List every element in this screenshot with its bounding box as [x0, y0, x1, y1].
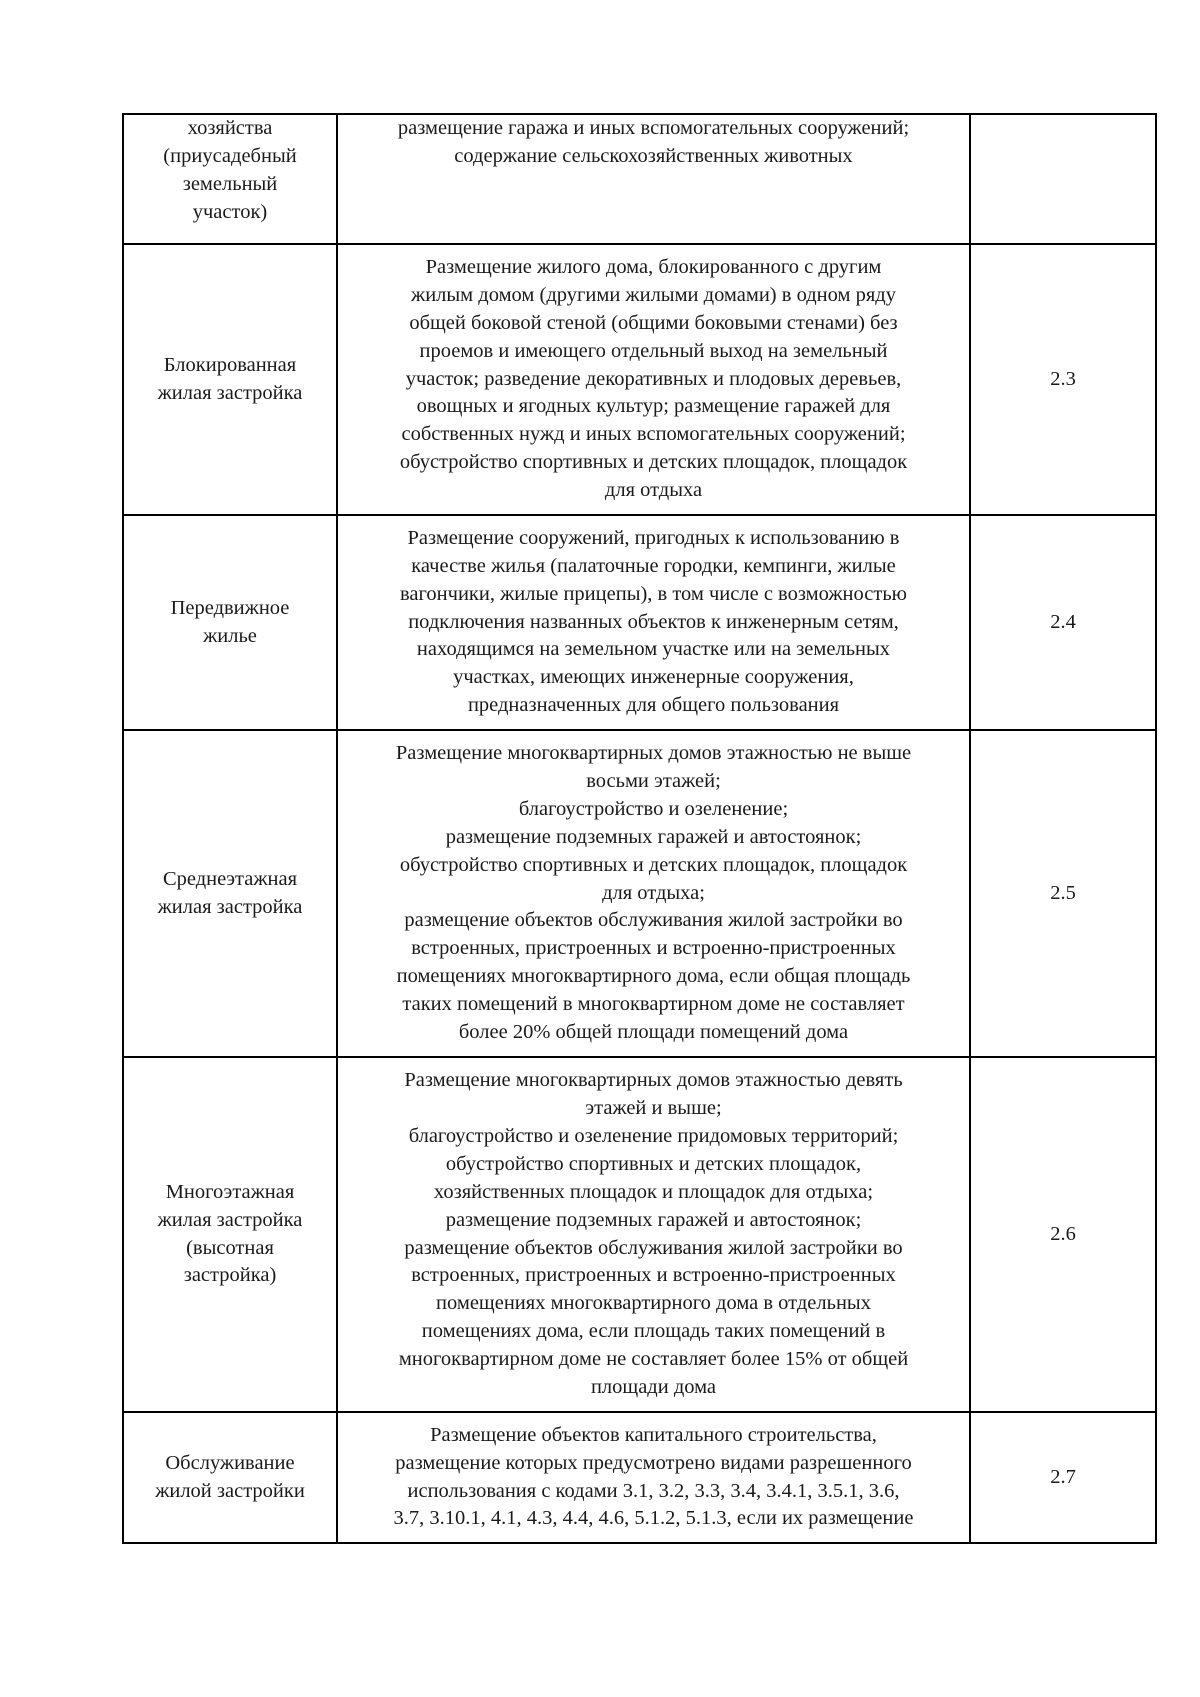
table-row [123, 515, 1156, 730]
use-description-text: Размещение объектов капитального строительства, размещение которых предусмотрено видами разрешенного использования с кодами 3.1, 3.2, 3.3, 3.4, 3.4.1, 3.5.1, 3.6, 3.7, 3.10.1, 4.1, 4.3, 4.4, 4.6, 5.1.2, 5.1.3, если их размещение [393, 1423, 914, 1530]
use-description-cell: Размещение многоквартирных домов этажностью не выше восьми этажей; благоустройство и озеленение; размещение подземных гаражей и автостоянок; обустройство спортивных и детских площадок, площадок для отдыха; размещение объектов обслуживания жилой застройки во встроенных, пристроенных и встроенно-пристроенных помещениях многоквартирного дома, если общая площадь таких помещений в многоквартирном доме не составляет более 20% общей площади помещений дома [337, 730, 970, 1057]
table-row [123, 730, 1156, 1057]
land-use-table [122, 113, 1157, 1544]
use-code-cell: 2.3 [970, 244, 1156, 515]
use-code-cell: 2.7 [970, 1412, 1156, 1543]
use-description-cell [337, 1412, 970, 1543]
use-type-name-cell: Блокированная жилая застройка [123, 244, 337, 515]
table-row [123, 114, 1156, 244]
use-description-cell: Размещение жилого дома, блокированного с другим жилым домом (другими жилыми домами) в одном ряду общей боковой стеной (общими боковыми стенами) без проемов и имеющего отдельный выход на земельный участок; разведение декоративных и плодовых деревьев, овощных и ягодных культур; размещение гаражей для собственных нужд и иных вспомогательных сооружений; обустройство спортивных и детских площадок, площадок для отдыха [337, 244, 970, 515]
use-code-cell [970, 114, 1156, 244]
table-row [123, 244, 1156, 515]
use-description-cell: размещение гаража и иных вспомогательных сооружений; содержание сельскохозяйственных животных [337, 114, 970, 244]
use-type-name-cell: Передвижное жилье [123, 515, 337, 730]
use-type-name-cell: хозяйства (приусадебный земельный участок) [123, 114, 337, 244]
use-type-name-cell: Обслуживание жилой застройки [123, 1412, 337, 1543]
table-row [123, 1412, 1156, 1543]
use-description-cell: Размещение сооружений, пригодных к использованию в качестве жилья (палаточные городки, кемпинги, жилые вагончики, жилые прицепы), в том числе с возможностью подключения названных объектов к инженерным сетям, находящимся на земельном участке или на земельных участках, имеющих инженерные сооружения, предназначенных для общего пользования [337, 515, 970, 730]
use-code-cell: 2.6 [970, 1057, 1156, 1412]
use-type-name-cell: Многоэтажная жилая застройка (высотная застройка) [123, 1057, 337, 1412]
table-row [123, 1057, 1156, 1412]
use-code-cell: 2.4 [970, 515, 1156, 730]
use-description-cell: Размещение многоквартирных домов этажностью девять этажей и выше; благоустройство и озеленение придомовых территорий; обустройство спортивных и детских площадок, хозяйственных площадок и площадок для отдыха; размещение подземных гаражей и автостоянок; размещение объектов обслуживания жилой застройки во встроенных, пристроенных и встроенно-пристроенных помещениях многоквартирного дома в отдельных помещениях дома, если площадь таких помещений в многоквартирном доме не составляет более 15% от общей площади дома [337, 1057, 970, 1412]
use-type-name-cell: Среднеэтажная жилая застройка [123, 730, 337, 1057]
use-code-cell: 2.5 [970, 730, 1156, 1057]
